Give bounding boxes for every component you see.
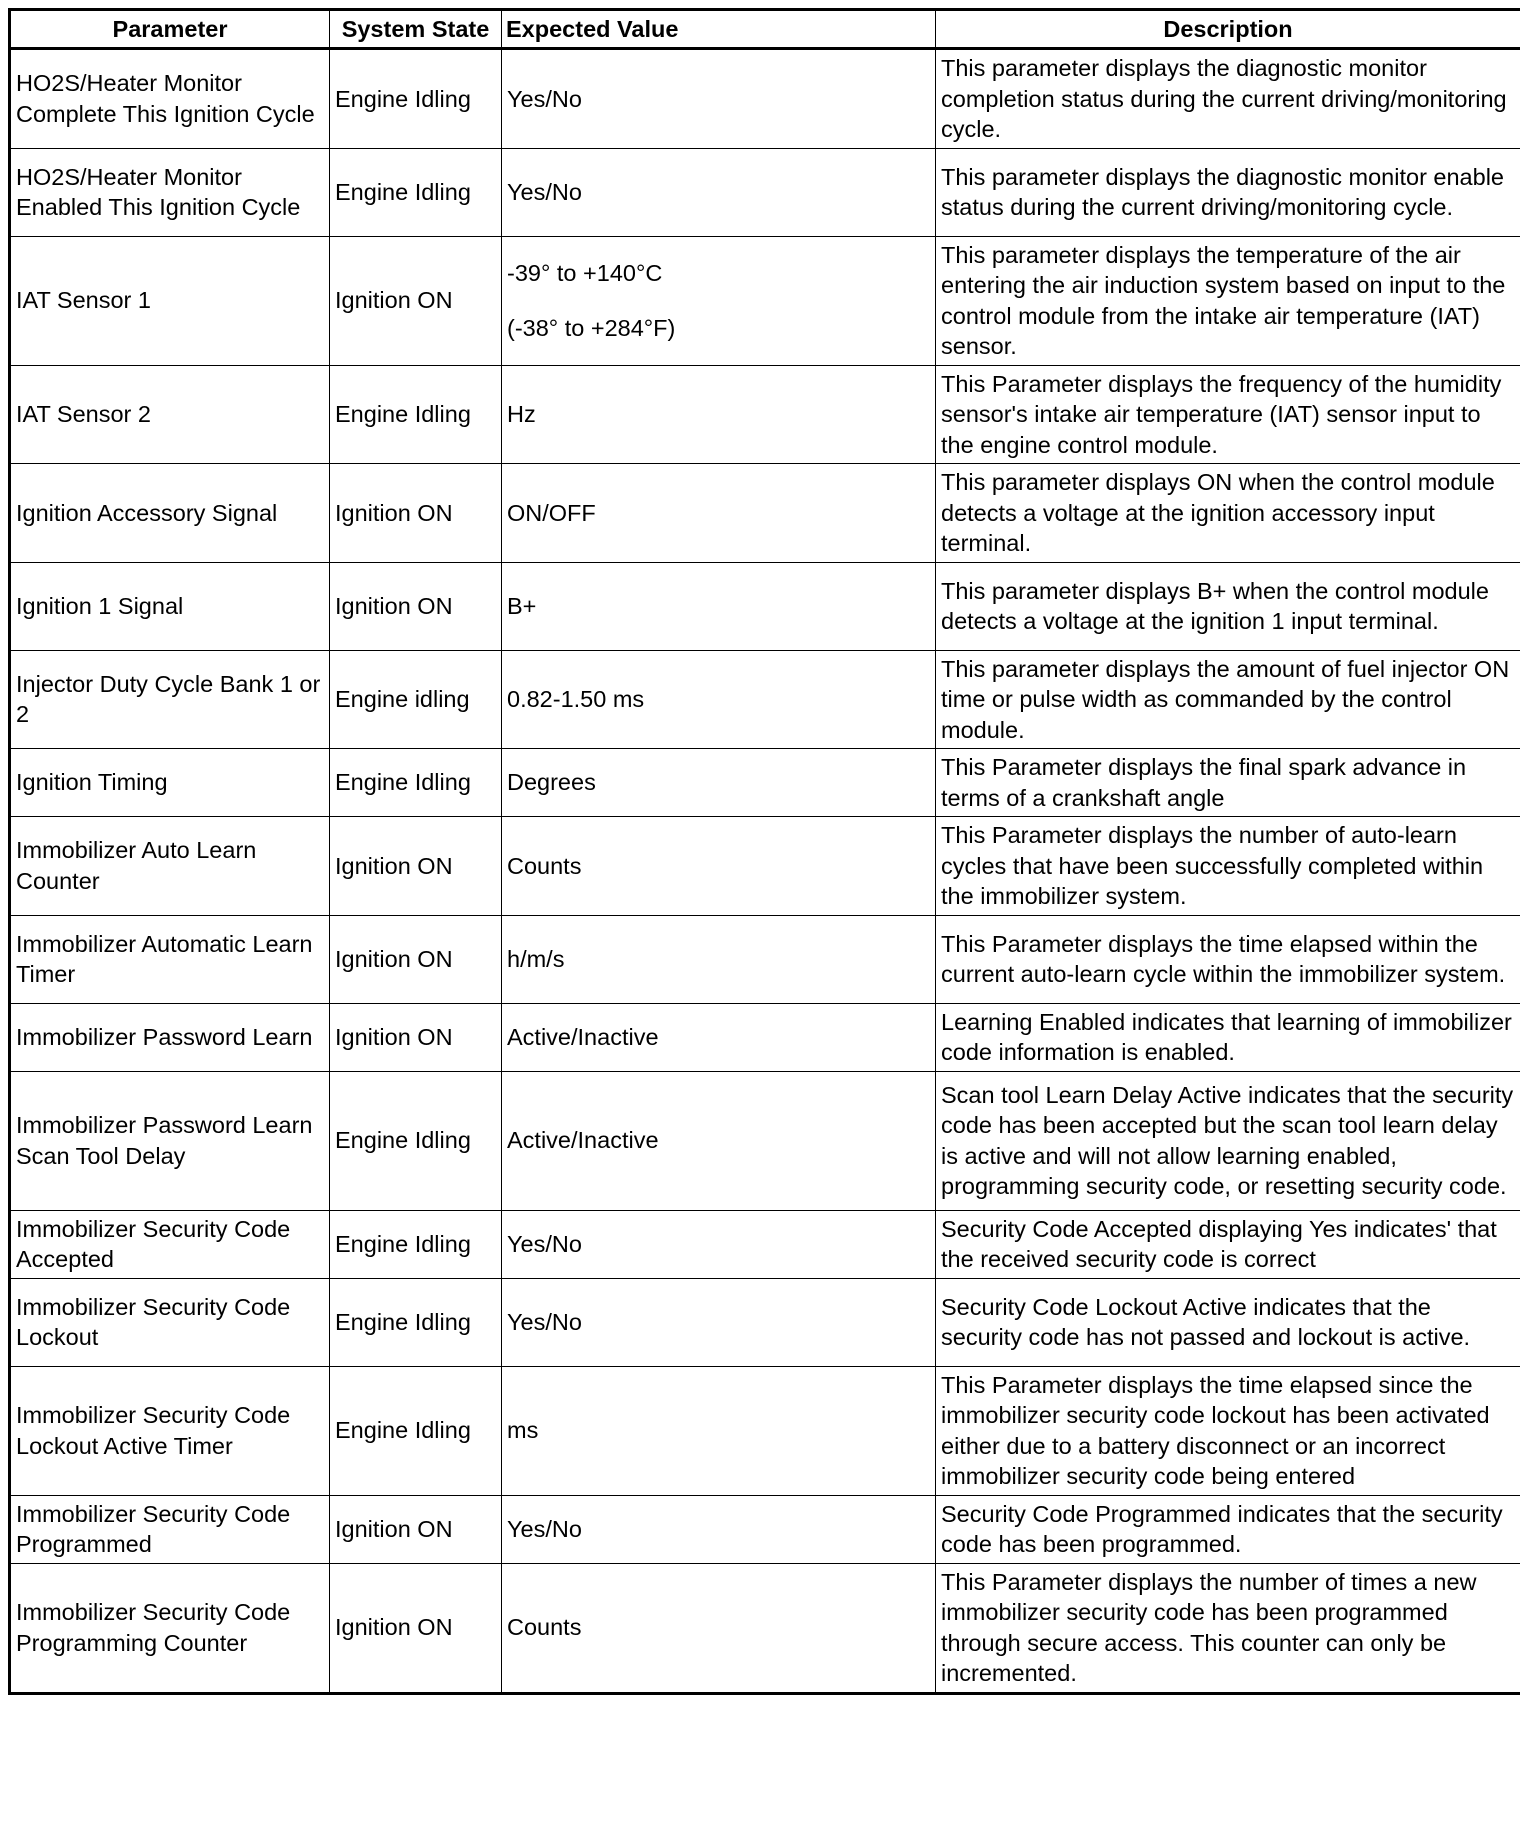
expected-value-line: Yes/No — [507, 178, 582, 205]
table-row — [10, 1366, 1520, 1495]
cell-expected-value — [502, 1210, 936, 1278]
cell-parameter: Immobilizer Security Code Programmed — [10, 1495, 330, 1563]
cell-parameter: IAT Sensor 2 — [10, 365, 330, 464]
header-row — [10, 10, 1520, 49]
document-page — [8, 8, 1520, 1695]
cell-expected-value — [502, 1003, 936, 1071]
cell-system-state: Engine Idling — [330, 148, 502, 236]
cell-parameter: Immobilizer Automatic Learn Timer — [10, 915, 330, 1003]
expected-value-line: Yes/No — [507, 1230, 582, 1257]
cell-system-state: Engine Idling — [330, 49, 502, 149]
table-row — [10, 1563, 1520, 1693]
cell-description: Scan tool Learn Delay Active indicates that the security code has been accepted but the scan tool learn delay is active and will not allow learning enabled, programming security code, or resetting security code. — [936, 1071, 1520, 1210]
cell-parameter: Ignition Timing — [10, 749, 330, 817]
cell-system-state: Ignition ON — [330, 562, 502, 650]
table-row — [10, 365, 1520, 464]
cell-system-state: Engine Idling — [330, 1278, 502, 1366]
expected-value-line: Degrees — [507, 769, 596, 796]
cell-expected-value — [502, 236, 936, 365]
table-body — [10, 49, 1520, 1694]
parameter-table — [8, 8, 1520, 1695]
table-row — [10, 1278, 1520, 1366]
cell-system-state: Engine Idling — [330, 365, 502, 464]
cell-description: Security Code Lockout Active indicates that the security code has not passed and lockout is active. — [936, 1278, 1520, 1366]
table-row — [10, 1495, 1520, 1563]
cell-parameter: Immobilizer Password Learn Scan Tool Delay — [10, 1071, 330, 1210]
expected-value-line: Active/Inactive — [507, 1127, 659, 1154]
cell-expected-value — [502, 650, 936, 749]
table-row — [10, 915, 1520, 1003]
cell-parameter: Immobilizer Security Code Lockout — [10, 1278, 330, 1366]
table-row — [10, 817, 1520, 916]
cell-description: This Parameter displays the number of times a new immobilizer security code has been programmed through secure access. This counter can only be incremented. — [936, 1563, 1520, 1693]
expected-value-line: ON/OFF — [507, 499, 596, 526]
cell-parameter: Immobilizer Auto Learn Counter — [10, 817, 330, 916]
expected-value-line: 0.82-1.50 ms — [507, 686, 645, 712]
expected-value-line: ms — [507, 1417, 539, 1444]
cell-parameter: Immobilizer Password Learn — [10, 1003, 330, 1071]
cell-system-state: Ignition ON — [330, 1495, 502, 1563]
cell-system-state: Engine Idling — [330, 1366, 502, 1495]
cell-parameter: Ignition Accessory Signal — [10, 464, 330, 563]
header-expected-value: Expected Value — [502, 10, 936, 49]
cell-expected-value — [502, 148, 936, 236]
cell-system-state: Engine Idling — [330, 749, 502, 817]
cell-expected-value — [502, 365, 936, 464]
cell-description: This Parameter displays the frequency of the humidity sensor's intake air temperature (IAT) sensor input to the engine control module. — [936, 365, 1520, 464]
expected-value-line: Yes/No — [507, 85, 582, 112]
expected-value-line: Counts — [507, 852, 582, 879]
table-row — [10, 1071, 1520, 1210]
expected-value-line: Yes/No — [507, 1308, 582, 1335]
expected-value-line: Counts — [507, 1614, 582, 1641]
cell-system-state: Engine Idling — [330, 1210, 502, 1278]
cell-expected-value — [502, 749, 936, 817]
cell-expected-value — [502, 1278, 936, 1366]
cell-description: This Parameter displays the time elapsed within the current auto-learn cycle within the immobilizer system. — [936, 915, 1520, 1003]
cell-expected-value — [502, 49, 936, 149]
cell-parameter: Ignition 1 Signal — [10, 562, 330, 650]
table-row — [10, 49, 1520, 149]
table-row — [10, 562, 1520, 650]
cell-parameter: Immobilizer Security Code Lockout Active Timer — [10, 1366, 330, 1495]
cell-parameter: Immobilizer Security Code Programming Counter — [10, 1563, 330, 1693]
cell-system-state: Engine idling — [330, 650, 502, 749]
cell-parameter: HO2S/Heater Monitor Complete This Ignition Cycle — [10, 49, 330, 149]
cell-expected-value — [502, 562, 936, 650]
cell-description: This parameter displays B+ when the control module detects a voltage at the ignition 1 input terminal. — [936, 562, 1520, 650]
cell-system-state: Ignition ON — [330, 1003, 502, 1071]
cell-description: This parameter displays the diagnostic monitor completion status during the current driving/monitoring cycle. — [936, 49, 1520, 149]
header-description: Description — [936, 10, 1520, 49]
cell-description: This Parameter displays the final spark advance in terms of a crankshaft angle — [936, 749, 1520, 817]
expected-value-line: Active/Inactive — [507, 1023, 659, 1050]
expected-value-line: (-38° to +284°F) — [507, 315, 676, 341]
cell-parameter: Injector Duty Cycle Bank 1 or 2 — [10, 650, 330, 749]
cell-system-state: Engine Idling — [330, 1071, 502, 1210]
table-row — [10, 1003, 1520, 1071]
table-row — [10, 464, 1520, 563]
expected-value-line: h/m/s — [507, 945, 565, 972]
cell-system-state: Ignition ON — [330, 1563, 502, 1693]
table-row — [10, 1210, 1520, 1278]
cell-description: This parameter displays ON when the control module detects a voltage at the ignition accessory input terminal. — [936, 464, 1520, 563]
table-row — [10, 749, 1520, 817]
cell-expected-value — [502, 464, 936, 563]
cell-description: Security Code Programmed indicates that the security code has been programmed. — [936, 1495, 1520, 1563]
cell-parameter: HO2S/Heater Monitor Enabled This Ignition Cycle — [10, 148, 330, 236]
cell-expected-value — [502, 1563, 936, 1693]
expected-value-line: -39° to +140°C — [507, 259, 663, 286]
cell-expected-value — [502, 1495, 936, 1563]
cell-description: Security Code Accepted displaying Yes indicates' that the received security code is correct — [936, 1210, 1520, 1278]
cell-description: This parameter displays the temperature of the air entering the air induction system based on input to the control module from the intake air temperature (IAT) sensor. — [936, 236, 1520, 365]
cell-description: This Parameter displays the time elapsed since the immobilizer security code lockout has been activated either due to a battery disconnect or an incorrect immobilizer security code being entered — [936, 1366, 1520, 1495]
cell-description: This Parameter displays the number of auto-learn cycles that have been successfully completed within the immobilizer system. — [936, 817, 1520, 916]
header-system-state: System State — [330, 10, 502, 49]
expected-value-line: Hz — [507, 401, 536, 427]
cell-description: This parameter displays the diagnostic monitor enable status during the current driving/monitoring cycle. — [936, 148, 1520, 236]
cell-expected-value — [502, 1071, 936, 1210]
cell-description: This parameter displays the amount of fuel injector ON time or pulse width as commanded by the control module. — [936, 650, 1520, 749]
table-header — [10, 10, 1520, 49]
cell-expected-value — [502, 915, 936, 1003]
cell-expected-value — [502, 817, 936, 916]
expected-value-line: B+ — [507, 592, 537, 619]
cell-system-state: Ignition ON — [330, 464, 502, 563]
table-row — [10, 236, 1520, 365]
expected-value-line: Yes/No — [507, 1515, 582, 1542]
table-row — [10, 148, 1520, 236]
cell-parameter: Immobilizer Security Code Accepted — [10, 1210, 330, 1278]
table-row — [10, 650, 1520, 749]
header-parameter: Parameter — [10, 10, 330, 49]
cell-system-state: Ignition ON — [330, 236, 502, 365]
cell-system-state: Ignition ON — [330, 915, 502, 1003]
cell-system-state: Ignition ON — [330, 817, 502, 916]
cell-description: Learning Enabled indicates that learning of immobilizer code information is enabled. — [936, 1003, 1520, 1071]
cell-parameter: IAT Sensor 1 — [10, 236, 330, 365]
cell-expected-value — [502, 1366, 936, 1495]
